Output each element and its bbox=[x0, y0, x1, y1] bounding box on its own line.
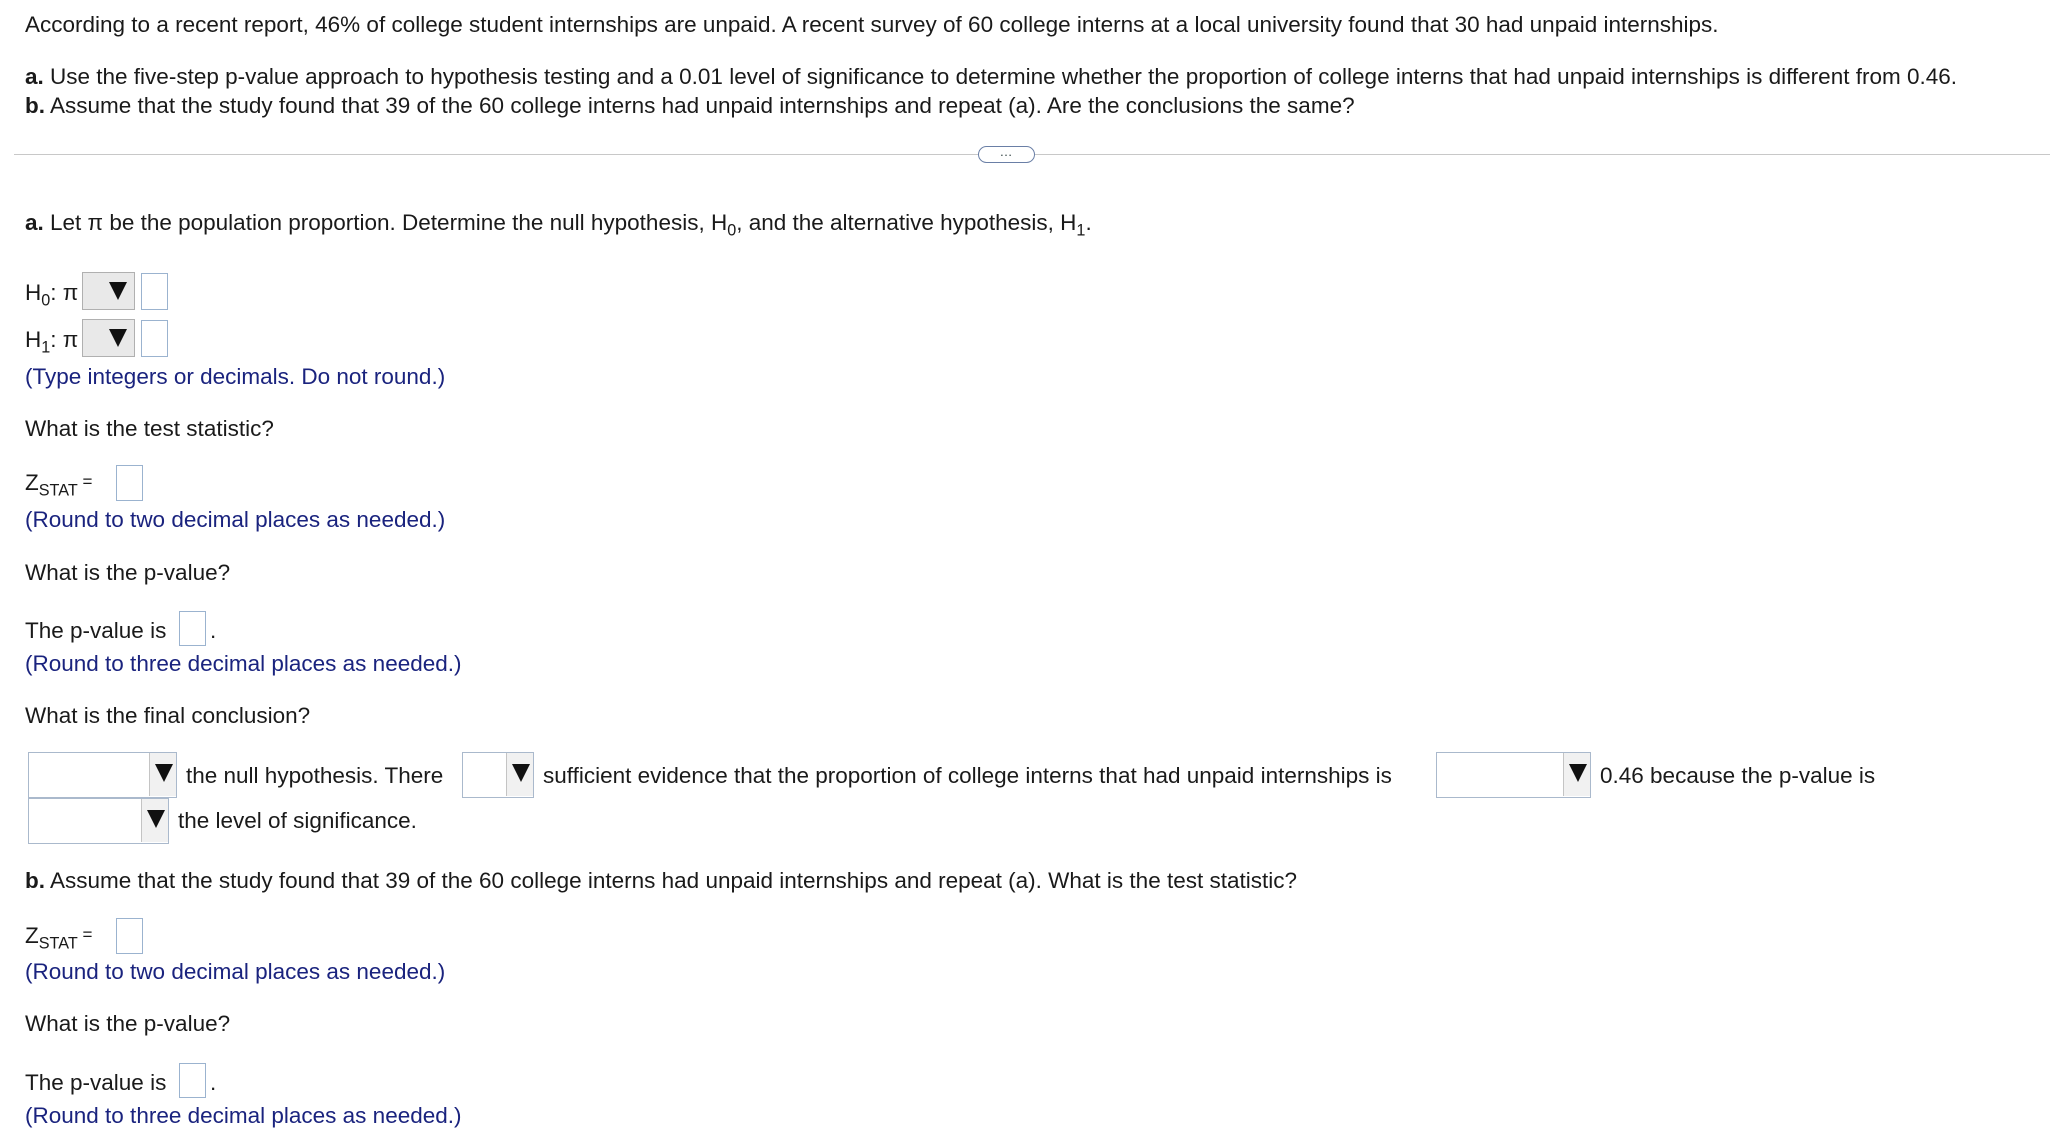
pvalue-input[interactable] bbox=[179, 611, 206, 646]
part-a-text: Use the five-step p-value approach to hypothesis testing and a 0.01 level of significance to determine whether the proportion of college interns that had unpaid internships is different from 0.46. bbox=[43, 64, 1958, 89]
h0-operator-dropdown[interactable] bbox=[82, 272, 135, 310]
question-end: . bbox=[1085, 210, 1092, 235]
chevron-down-icon bbox=[512, 764, 530, 782]
h0-value-input[interactable] bbox=[141, 273, 168, 310]
chevron-down-icon bbox=[147, 810, 165, 828]
question-text: Let π be the population proportion. Determine the null hypothesis, H bbox=[43, 210, 728, 235]
test-statistic-question: What is the test statistic? bbox=[25, 416, 274, 441]
pvalue-period-b: . bbox=[210, 1070, 217, 1095]
subscript-0: 0 bbox=[727, 221, 737, 240]
chevron-down-icon bbox=[109, 329, 127, 347]
hint-three-decimals: (Round to three decimal places as needed.) bbox=[25, 651, 462, 676]
hint-two-decimals: (Round to two decimal places as needed.) bbox=[25, 507, 446, 532]
zstat-input[interactable] bbox=[116, 465, 143, 501]
hint-three-decimals-b: (Round to three decimal places as needed.) bbox=[25, 1103, 462, 1128]
chevron-down-icon bbox=[155, 764, 173, 782]
separator-left bbox=[14, 154, 978, 155]
zstat-label: $Z_{STAT}$ = bbox=[25, 470, 93, 500]
separator-right bbox=[1035, 154, 2050, 155]
h1-operator-dropdown[interactable] bbox=[82, 319, 135, 357]
pvalue-question: What is the p-value? bbox=[25, 560, 231, 585]
part-a-question-label: a. bbox=[25, 210, 44, 235]
dropdown-arrow-area bbox=[149, 753, 176, 796]
more-options-button[interactable]: … bbox=[978, 146, 1035, 163]
dropdown-arrow-area bbox=[141, 799, 168, 842]
conclusion-text-2: sufficient evidence that the proportion of college interns that had unpaid internships is bbox=[543, 763, 1392, 788]
part-a-question bbox=[25, 212, 1092, 239]
part-b-text: Assume that the study found that 39 of the 60 college interns had unpaid internships and repeat (a). Are the conclusions the same? bbox=[45, 93, 1355, 118]
reject-decision-dropdown[interactable] bbox=[28, 752, 177, 798]
hint-two-decimals-b: (Round to two decimal places as needed.) bbox=[25, 959, 446, 984]
part-b-label: b. bbox=[25, 93, 45, 118]
part-a-description bbox=[25, 66, 1957, 89]
intro-text: According to a recent report, 46% of college student internships are unpaid. A recent survey of 60 college interns at a local university found that 30 had unpaid internships. bbox=[25, 12, 1719, 37]
part-b-question bbox=[25, 870, 1297, 893]
question-text-mid: , and the alternative hypothesis, H bbox=[736, 210, 1077, 235]
comparison-dropdown[interactable] bbox=[1436, 752, 1591, 798]
h1-label: $H_1$: π bbox=[25, 327, 79, 357]
zstat-label-b: $Z_{STAT}$ = bbox=[25, 923, 93, 953]
pvalue-comparison-dropdown[interactable] bbox=[28, 798, 169, 844]
pvalue-label: The p-value is bbox=[25, 618, 167, 643]
pvalue-question-b: What is the p-value? bbox=[25, 1011, 231, 1036]
conclusion-text-3: 0.46 because the p-value is bbox=[1600, 763, 1876, 788]
hint-hypothesis: (Type integers or decimals. Do not round.) bbox=[25, 364, 446, 389]
pvalue-input-b[interactable] bbox=[179, 1063, 206, 1098]
pvalue-label-b: The p-value is bbox=[25, 1070, 167, 1095]
part-a-label: a. bbox=[25, 64, 44, 89]
part-b-question-text: Assume that the study found that 39 of the 60 college interns had unpaid internships and repeat (a). What is the test statistic? bbox=[45, 868, 1298, 893]
zstat-input-b[interactable] bbox=[116, 918, 143, 954]
dropdown-arrow-area bbox=[1563, 753, 1590, 796]
evidence-dropdown[interactable] bbox=[462, 752, 534, 798]
part-b-question-label: b. bbox=[25, 868, 45, 893]
conclusion-text-1: the null hypothesis. There bbox=[186, 763, 444, 788]
conclusion-question: What is the final conclusion? bbox=[25, 703, 311, 728]
part-b-description bbox=[25, 95, 1355, 118]
subscript-1: 1 bbox=[1076, 221, 1086, 240]
chevron-down-icon bbox=[109, 282, 127, 300]
h1-value-input[interactable] bbox=[141, 320, 168, 357]
pvalue-period: . bbox=[210, 618, 217, 643]
chevron-down-icon bbox=[1569, 764, 1587, 782]
dropdown-arrow-area bbox=[506, 753, 533, 796]
conclusion-text-4: the level of significance. bbox=[178, 808, 417, 833]
h0-label: $H_0$: π bbox=[25, 280, 79, 310]
